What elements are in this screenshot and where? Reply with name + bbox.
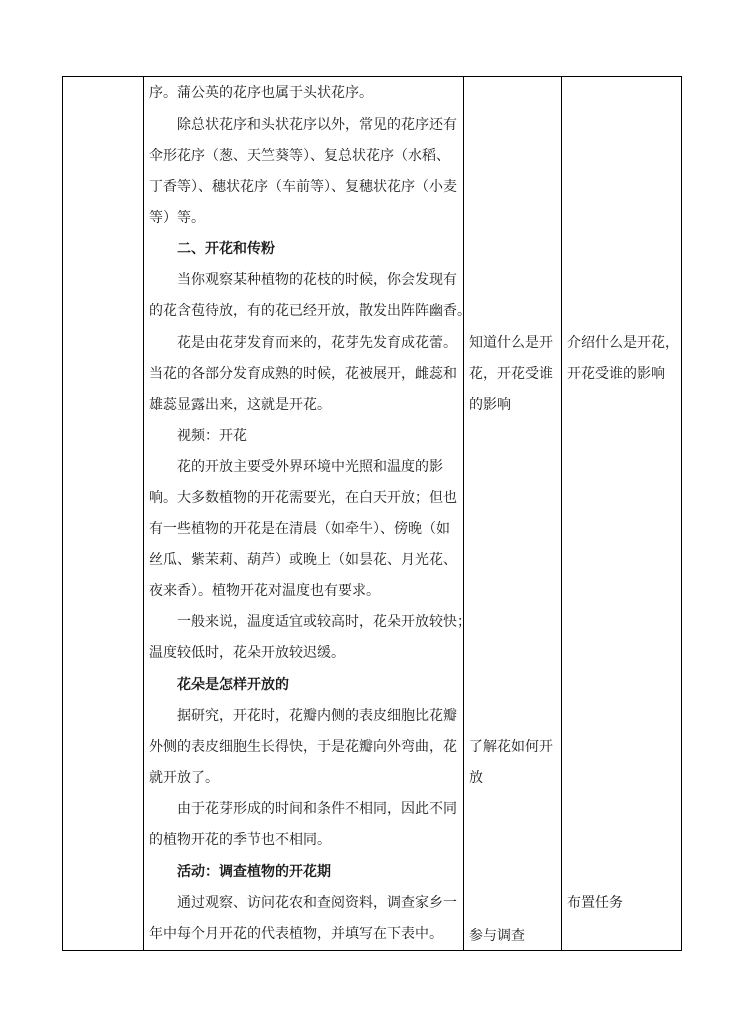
teacher-line: 开花受谁的影响 (567, 366, 665, 382)
content-line: 响。大多数植物的开花需要光，在白天开放；但也 (149, 490, 457, 506)
content-line: 据研究，开花时，花瓣内侧的表皮细胞比花瓣 (177, 708, 457, 724)
content-line: 由于花芽形成的时间和条件不相同，因此不同 (177, 801, 457, 817)
content-line: 伞形花序（葱、天竺葵等）、复总状花序（水稻、 (149, 148, 450, 164)
student-line: 的影响 (469, 397, 511, 413)
content-line: 有一些植物的开花是在清晨（如牵牛）、傍晚（如 (149, 521, 450, 537)
content-line: 视频：开花 (177, 428, 247, 444)
content-line: 雄蕊显露出来，这就是开花。 (149, 397, 331, 413)
content-line: 花的开放主要受外界环境中光照和温度的影 (177, 459, 443, 475)
student-line: 放 (469, 770, 483, 786)
teacher-line: 布置任务 (567, 895, 623, 911)
content-line: 当你观察某种植物的花枝的时候，你会发现有 (177, 272, 457, 288)
student-line: 知道什么是开 (469, 335, 553, 351)
content-line: 序。蒲公英的花序也属于头状花序。 (149, 85, 373, 101)
content-line: 花是由花芽发育而来的，花芽先发育成花蕾。 (177, 335, 457, 351)
section-heading: 花朵是怎样开放的 (177, 677, 289, 693)
content-line: 的植物开花的季节也不相同。 (149, 832, 331, 848)
content-line: 的花含苞待放，有的花已经开放，散发出阵阵幽香。 (149, 303, 471, 319)
content-line: 丁香等）、穗状花序（车前等）、复穗状花序（小麦 (149, 179, 457, 195)
content-line: 一般来说，温度适宜或较高时，花朵开放较快； (177, 614, 471, 630)
content-line: 年中每个月开花的代表植物，并填写在下表中。 (149, 926, 443, 942)
column-divider (143, 77, 144, 950)
teacher-line: 介绍什么是开花， (567, 335, 679, 351)
student-line: 参与调查 (469, 928, 525, 944)
content-line: 外侧的表皮细胞生长得快，于是花瓣向外弯曲，花 (149, 739, 457, 755)
content-line: 就开放了。 (149, 770, 219, 786)
content-line: 除总状花序和头状花序以外，常见的花序还有 (177, 117, 457, 133)
student-line: 花，开花受谁 (469, 366, 553, 382)
content-line: 当花的各部分发育成熟的时候，花被展开，雌蕊和 (149, 366, 457, 382)
column-divider (561, 77, 562, 950)
lesson-table (62, 76, 682, 951)
section-heading: 活动：调查植物的开花期 (177, 864, 331, 880)
section-heading: 二、开花和传粉 (177, 241, 275, 257)
column-divider (463, 77, 464, 950)
content-line: 丝瓜、紫茉莉、葫芦）或晚上（如昙花、月光花、 (149, 552, 457, 568)
student-line: 了解花如何开 (469, 739, 553, 755)
content-line: 通过观察、访问花农和查阅资料，调查家乡一 (177, 895, 457, 911)
content-line: 等）等。 (149, 210, 205, 226)
content-line: 温度较低时，花朵开放较迟缓。 (149, 645, 345, 661)
content-line: 夜来香）。植物开花对温度也有要求。 (149, 583, 380, 599)
